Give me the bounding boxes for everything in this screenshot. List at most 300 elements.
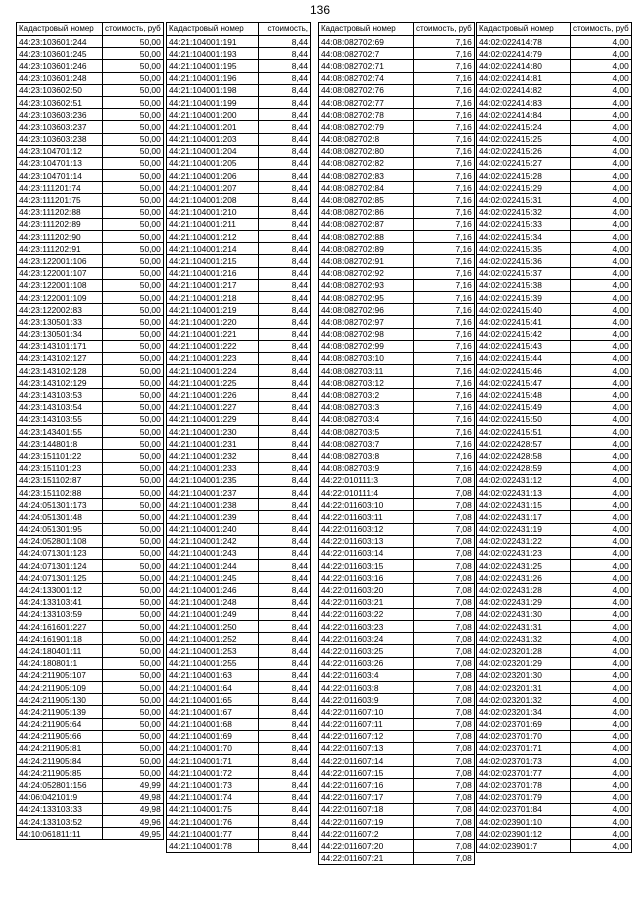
cost-cell: 8,44 xyxy=(259,401,311,413)
cost-cell: 7,16 xyxy=(414,206,475,218)
table-row xyxy=(167,96,311,108)
table-row xyxy=(319,145,475,157)
cadastral-number-cell: 44:22:011607:18 xyxy=(319,803,414,815)
table-row xyxy=(167,547,311,559)
cadastral-number-cell: 44:02:022415:49 xyxy=(477,401,571,413)
cost-cell: 4,00 xyxy=(571,60,632,72)
table-row xyxy=(17,243,164,255)
cost-cell: 4,00 xyxy=(571,596,632,608)
table-row xyxy=(167,133,311,145)
table-row xyxy=(477,730,632,742)
table-row xyxy=(167,596,311,608)
cost-cell: 8,44 xyxy=(259,730,311,742)
cadastral-number-cell: 44:21:104001:75 xyxy=(167,803,259,815)
table-row xyxy=(167,767,311,779)
table-row xyxy=(17,621,164,633)
cost-cell: 7,08 xyxy=(414,669,475,681)
table-row xyxy=(167,779,311,791)
cadastral-number-cell: 44:08:082702:86 xyxy=(319,206,414,218)
table-row xyxy=(17,413,164,425)
cost-cell: 4,00 xyxy=(571,669,632,681)
cadastral-number-cell: 44:22:011607:17 xyxy=(319,791,414,803)
table-row xyxy=(167,121,311,133)
cadastral-number-cell: 44:21:104001:216 xyxy=(167,267,259,279)
cost-cell: 8,44 xyxy=(259,828,311,840)
table-row xyxy=(167,304,311,316)
cost-cell: 8,44 xyxy=(259,377,311,389)
table-row xyxy=(17,389,164,401)
cost-cell: 7,16 xyxy=(414,352,475,364)
cost-cell: 50,00 xyxy=(103,109,164,121)
table-row xyxy=(477,255,632,267)
table-row xyxy=(319,96,475,108)
cost-cell: 50,00 xyxy=(103,304,164,316)
table-row xyxy=(477,340,632,352)
table-row xyxy=(17,121,164,133)
cost-cell: 50,00 xyxy=(103,426,164,438)
cost-cell: 8,44 xyxy=(259,523,311,535)
cost-cell: 50,00 xyxy=(103,547,164,559)
cadastral-number-cell: 44:02:022415:39 xyxy=(477,291,571,303)
table-row xyxy=(167,486,311,498)
cadastral-number-cell: 44:02:022431:19 xyxy=(477,523,571,535)
table-row xyxy=(167,718,311,730)
cadastral-number-cell: 44:21:104001:220 xyxy=(167,316,259,328)
cost-cell: 50,00 xyxy=(103,438,164,450)
cadastral-number-cell: 44:21:104001:74 xyxy=(167,791,259,803)
cost-cell: 8,44 xyxy=(259,669,311,681)
cadastral-number-cell: 44:21:104001:207 xyxy=(167,182,259,194)
cadastral-number-cell: 44:02:022415:43 xyxy=(477,340,571,352)
cadastral-number-cell: 44:08:082702:74 xyxy=(319,72,414,84)
table-row xyxy=(477,267,632,279)
table-row xyxy=(17,523,164,535)
table-row xyxy=(17,340,164,352)
cost-cell: 4,00 xyxy=(571,450,632,462)
page-number: 136 xyxy=(309,3,331,17)
cadastral-number-cell: 44:21:104001:77 xyxy=(167,828,259,840)
cadastral-number-cell: 44:02:022431:28 xyxy=(477,584,571,596)
cadastral-number-cell: 44:24:211905:107 xyxy=(17,669,103,681)
cost-cell: 50,00 xyxy=(103,243,164,255)
table-row xyxy=(167,157,311,169)
cost-cell: 50,00 xyxy=(103,121,164,133)
cadastral-number-cell: 44:23:151102:88 xyxy=(17,486,103,498)
table-row xyxy=(319,340,475,352)
cadastral-number-cell: 44:02:023201:29 xyxy=(477,657,571,669)
table-row xyxy=(477,60,632,72)
cadastral-number-cell: 44:08:082702:71 xyxy=(319,60,414,72)
table-row xyxy=(319,316,475,328)
cadastral-number-cell: 44:02:023701:84 xyxy=(477,803,571,815)
table-row xyxy=(17,133,164,145)
table-row xyxy=(319,48,475,60)
cadastral-table-4 xyxy=(476,22,632,853)
cost-cell: 4,00 xyxy=(571,231,632,243)
table-row xyxy=(167,72,311,84)
table-row xyxy=(17,706,164,718)
cost-cell: 8,44 xyxy=(259,72,311,84)
cost-cell: 50,00 xyxy=(103,206,164,218)
cost-cell: 8,44 xyxy=(259,718,311,730)
table-row xyxy=(17,596,164,608)
cost-cell: 8,44 xyxy=(259,742,311,754)
cost-cell: 4,00 xyxy=(571,523,632,535)
table-row xyxy=(477,608,632,620)
table-row xyxy=(167,645,311,657)
table-row xyxy=(17,218,164,230)
table-row xyxy=(319,852,475,864)
cost-cell: 8,44 xyxy=(259,121,311,133)
cost-cell: 7,16 xyxy=(414,96,475,108)
cadastral-number-cell: 44:24:211905:85 xyxy=(17,767,103,779)
table-row xyxy=(477,462,632,474)
table-row xyxy=(167,194,311,206)
cadastral-number-cell: 44:23:103601:244 xyxy=(17,36,103,48)
cost-cell: 8,44 xyxy=(259,511,311,523)
cadastral-number-cell: 44:02:022431:31 xyxy=(477,621,571,633)
cost-cell: 7,16 xyxy=(414,194,475,206)
cost-cell: 8,44 xyxy=(259,499,311,511)
cadastral-number-cell: 44:23:104701:13 xyxy=(17,157,103,169)
table-row xyxy=(319,755,475,767)
cadastral-number-cell: 44:02:022414:84 xyxy=(477,109,571,121)
table-row xyxy=(319,267,475,279)
cost-cell: 50,00 xyxy=(103,621,164,633)
cost-cell: 8,44 xyxy=(259,584,311,596)
cost-cell: 50,00 xyxy=(103,170,164,182)
cost-cell: 4,00 xyxy=(571,218,632,230)
cadastral-number-cell: 44:02:022431:30 xyxy=(477,608,571,620)
cadastral-number-cell: 44:23:111201:75 xyxy=(17,194,103,206)
cadastral-number-cell: 44:23:111201:74 xyxy=(17,182,103,194)
cost-cell: 4,00 xyxy=(571,84,632,96)
table-row xyxy=(17,48,164,60)
table-row xyxy=(319,279,475,291)
table-row xyxy=(319,596,475,608)
cost-cell: 4,00 xyxy=(571,267,632,279)
cost-cell: 4,00 xyxy=(571,243,632,255)
cost-cell: 8,44 xyxy=(259,304,311,316)
table-row xyxy=(167,170,311,182)
cost-cell: 7,08 xyxy=(414,499,475,511)
cost-cell: 7,16 xyxy=(414,267,475,279)
table-row xyxy=(167,730,311,742)
table-row xyxy=(17,535,164,547)
header-cadastral-number: Кадастровый номер xyxy=(17,23,103,36)
cadastral-number-cell: 44:21:104001:219 xyxy=(167,304,259,316)
cadastral-table xyxy=(16,22,164,840)
cadastral-number-cell: 44:21:104001:249 xyxy=(167,608,259,620)
cost-cell: 50,00 xyxy=(103,730,164,742)
cost-cell: 8,44 xyxy=(259,291,311,303)
table-row xyxy=(319,657,475,669)
cadastral-number-cell: 44:23:143103:53 xyxy=(17,389,103,401)
cost-cell: 4,00 xyxy=(571,560,632,572)
cadastral-number-cell: 44:21:104001:199 xyxy=(167,96,259,108)
cadastral-number-cell: 44:02:022415:34 xyxy=(477,231,571,243)
cadastral-number-cell: 44:21:104001:203 xyxy=(167,133,259,145)
cadastral-number-cell: 44:21:104001:205 xyxy=(167,157,259,169)
cost-cell: 50,00 xyxy=(103,328,164,340)
table-row xyxy=(477,218,632,230)
cost-cell: 7,08 xyxy=(414,694,475,706)
cost-cell: 50,00 xyxy=(103,255,164,267)
cost-cell: 50,00 xyxy=(103,474,164,486)
cost-cell: 50,00 xyxy=(103,72,164,84)
table-row xyxy=(477,48,632,60)
table-row xyxy=(477,755,632,767)
cadastral-table xyxy=(166,22,311,853)
cadastral-number-cell: 44:02:022414:79 xyxy=(477,48,571,60)
table-row xyxy=(319,182,475,194)
cost-cell: 7,16 xyxy=(414,170,475,182)
table-row xyxy=(17,608,164,620)
table-row xyxy=(17,109,164,121)
table-row xyxy=(17,669,164,681)
table-row xyxy=(477,681,632,693)
cost-cell: 4,00 xyxy=(571,133,632,145)
cadastral-number-cell: 44:24:052801:156 xyxy=(17,779,103,791)
table-row xyxy=(167,511,311,523)
cadastral-number-cell: 44:23:111202:91 xyxy=(17,243,103,255)
cadastral-number-cell: 44:22:011603:24 xyxy=(319,633,414,645)
table-row xyxy=(17,633,164,645)
cadastral-number-cell: 44:08:082702:80 xyxy=(319,145,414,157)
cadastral-number-cell: 44:02:022415:42 xyxy=(477,328,571,340)
cost-cell: 50,00 xyxy=(103,450,164,462)
cost-cell: 4,00 xyxy=(571,572,632,584)
cadastral-number-cell: 44:02:022415:28 xyxy=(477,170,571,182)
cadastral-number-cell: 44:22:011603:9 xyxy=(319,694,414,706)
cadastral-number-cell: 44:02:022431:17 xyxy=(477,511,571,523)
table-row xyxy=(167,706,311,718)
cost-cell: 7,08 xyxy=(414,840,475,852)
cadastral-number-cell: 44:02:022415:48 xyxy=(477,389,571,401)
cost-cell: 8,44 xyxy=(259,413,311,425)
table-row xyxy=(319,694,475,706)
cadastral-table xyxy=(476,22,632,853)
cadastral-number-cell: 44:22:011603:10 xyxy=(319,499,414,511)
cost-cell: 7,08 xyxy=(414,523,475,535)
cadastral-number-cell: 44:08:082702:85 xyxy=(319,194,414,206)
cost-cell: 50,00 xyxy=(103,486,164,498)
cadastral-number-cell: 44:21:104001:70 xyxy=(167,742,259,754)
cost-cell: 7,16 xyxy=(414,243,475,255)
cost-cell: 4,00 xyxy=(571,389,632,401)
cadastral-number-cell: 44:02:022415:38 xyxy=(477,279,571,291)
cost-cell: 7,16 xyxy=(414,304,475,316)
table-row xyxy=(319,121,475,133)
cost-cell: 7,16 xyxy=(414,121,475,133)
cadastral-number-cell: 44:21:104001:68 xyxy=(167,718,259,730)
cadastral-number-cell: 44:24:133103:59 xyxy=(17,608,103,620)
cost-cell: 4,00 xyxy=(571,742,632,754)
cost-cell: 8,44 xyxy=(259,206,311,218)
cost-cell: 50,00 xyxy=(103,316,164,328)
cadastral-number-cell: 44:21:104001:214 xyxy=(167,243,259,255)
cadastral-number-cell: 44:08:082703:2 xyxy=(319,389,414,401)
cadastral-number-cell: 44:02:022415:27 xyxy=(477,157,571,169)
table-row xyxy=(477,791,632,803)
cadastral-number-cell: 44:21:104001:255 xyxy=(167,657,259,669)
table-row xyxy=(319,560,475,572)
table-row xyxy=(319,438,475,450)
cadastral-number-cell: 44:23:122001:106 xyxy=(17,255,103,267)
cost-cell: 8,44 xyxy=(259,621,311,633)
table-row xyxy=(17,426,164,438)
table-row xyxy=(167,145,311,157)
cadastral-number-cell: 44:02:022414:82 xyxy=(477,84,571,96)
cost-cell: 50,00 xyxy=(103,365,164,377)
table-row xyxy=(17,560,164,572)
cadastral-number-cell: 44:22:011603:4 xyxy=(319,669,414,681)
table-row xyxy=(167,621,311,633)
cost-cell: 8,44 xyxy=(259,767,311,779)
table-row xyxy=(477,389,632,401)
table-row xyxy=(319,328,475,340)
cadastral-number-cell: 44:21:104001:248 xyxy=(167,596,259,608)
table-row xyxy=(319,742,475,754)
cadastral-number-cell: 44:23:151101:23 xyxy=(17,462,103,474)
table-row xyxy=(17,645,164,657)
cadastral-number-cell: 44:24:071301:123 xyxy=(17,547,103,559)
table-row xyxy=(17,803,164,815)
cost-cell: 7,08 xyxy=(414,730,475,742)
cost-cell: 4,00 xyxy=(571,194,632,206)
table-row xyxy=(167,389,311,401)
cost-cell: 8,44 xyxy=(259,243,311,255)
table-row xyxy=(17,60,164,72)
cadastral-number-cell: 44:24:211905:81 xyxy=(17,742,103,754)
cadastral-number-cell: 44:22:011603:15 xyxy=(319,560,414,572)
cost-cell: 4,00 xyxy=(571,206,632,218)
cadastral-number-cell: 44:21:104001:237 xyxy=(167,486,259,498)
table-row xyxy=(17,170,164,182)
cadastral-number-cell: 44:02:022415:26 xyxy=(477,145,571,157)
cost-cell: 8,44 xyxy=(259,352,311,364)
cadastral-number-cell: 44:02:022431:23 xyxy=(477,547,571,559)
cost-cell: 8,44 xyxy=(259,535,311,547)
cadastral-number-cell: 44:22:010111:3 xyxy=(319,474,414,486)
cost-cell: 4,00 xyxy=(571,499,632,511)
cost-cell: 50,00 xyxy=(103,681,164,693)
cost-cell: 50,00 xyxy=(103,523,164,535)
cost-cell: 8,44 xyxy=(259,157,311,169)
cadastral-number-cell: 44:23:143103:55 xyxy=(17,413,103,425)
cost-cell: 4,00 xyxy=(571,316,632,328)
cadastral-number-cell: 44:02:022428:57 xyxy=(477,438,571,450)
table-row xyxy=(167,681,311,693)
table-row xyxy=(17,681,164,693)
table-row xyxy=(319,426,475,438)
cadastral-number-cell: 44:23:130501:34 xyxy=(17,328,103,340)
cost-cell: 7,16 xyxy=(414,426,475,438)
table-row xyxy=(319,389,475,401)
cadastral-number-cell: 44:23:143401:55 xyxy=(17,426,103,438)
cost-cell: 7,08 xyxy=(414,596,475,608)
cadastral-number-cell: 44:24:161901:18 xyxy=(17,633,103,645)
cost-cell: 4,00 xyxy=(571,608,632,620)
cadastral-number-cell: 44:23:144801:8 xyxy=(17,438,103,450)
cost-cell: 4,00 xyxy=(571,767,632,779)
cost-cell: 7,08 xyxy=(414,706,475,718)
cadastral-number-cell: 44:21:104001:210 xyxy=(167,206,259,218)
cadastral-number-cell: 44:22:011603:12 xyxy=(319,523,414,535)
cadastral-number-cell: 44:02:023201:28 xyxy=(477,645,571,657)
cost-cell: 50,00 xyxy=(103,267,164,279)
cost-cell: 50,00 xyxy=(103,584,164,596)
cost-cell: 7,16 xyxy=(414,231,475,243)
cadastral-number-cell: 44:02:023901:12 xyxy=(477,828,571,840)
table-row xyxy=(477,401,632,413)
cost-cell: 4,00 xyxy=(571,474,632,486)
cost-cell: 4,00 xyxy=(571,535,632,547)
cadastral-number-cell: 44:23:103601:246 xyxy=(17,60,103,72)
cost-cell: 50,00 xyxy=(103,511,164,523)
table-row xyxy=(167,657,311,669)
cadastral-number-cell: 44:24:211905:66 xyxy=(17,730,103,742)
table-row xyxy=(477,499,632,511)
cost-cell: 49,98 xyxy=(103,791,164,803)
table-row xyxy=(17,499,164,511)
cost-cell: 7,08 xyxy=(414,560,475,572)
cadastral-number-cell: 44:02:023701:71 xyxy=(477,742,571,754)
cadastral-number-cell: 44:06:042101:9 xyxy=(17,791,103,803)
table-row xyxy=(17,755,164,767)
table-row xyxy=(319,157,475,169)
table-row xyxy=(477,511,632,523)
cost-cell: 50,00 xyxy=(103,560,164,572)
table-row xyxy=(17,816,164,828)
cadastral-number-cell: 44:21:104001:200 xyxy=(167,109,259,121)
cost-cell: 7,16 xyxy=(414,389,475,401)
table-row xyxy=(167,840,311,852)
cost-cell: 4,00 xyxy=(571,755,632,767)
cost-cell: 4,00 xyxy=(571,547,632,559)
table-row xyxy=(319,231,475,243)
cost-cell: 7,16 xyxy=(414,291,475,303)
table-row xyxy=(477,560,632,572)
table-row xyxy=(477,426,632,438)
cost-cell: 7,16 xyxy=(414,109,475,121)
cadastral-number-cell: 44:02:022431:25 xyxy=(477,560,571,572)
cost-cell: 4,00 xyxy=(571,840,632,852)
cadastral-number-cell: 44:02:023701:70 xyxy=(477,730,571,742)
cadastral-number-cell: 44:23:151102:87 xyxy=(17,474,103,486)
table-row xyxy=(477,547,632,559)
table-row xyxy=(167,48,311,60)
table-row xyxy=(167,328,311,340)
table-row xyxy=(17,730,164,742)
table-row xyxy=(319,462,475,474)
cadastral-number-cell: 44:22:011607:16 xyxy=(319,779,414,791)
table-row xyxy=(319,779,475,791)
cost-cell: 4,00 xyxy=(571,828,632,840)
cost-cell: 4,00 xyxy=(571,694,632,706)
cost-cell: 50,00 xyxy=(103,84,164,96)
cadastral-number-cell: 44:21:104001:201 xyxy=(167,121,259,133)
cost-cell: 4,00 xyxy=(571,365,632,377)
cadastral-number-cell: 44:21:104001:73 xyxy=(167,779,259,791)
header-cost: стоимость, руб xyxy=(571,23,632,36)
cost-cell: 8,44 xyxy=(259,572,311,584)
table-row xyxy=(319,828,475,840)
cadastral-number-cell: 44:24:133001:12 xyxy=(17,584,103,596)
table-row xyxy=(477,816,632,828)
cost-cell: 4,00 xyxy=(571,779,632,791)
cadastral-number-cell: 44:23:143101:171 xyxy=(17,340,103,352)
